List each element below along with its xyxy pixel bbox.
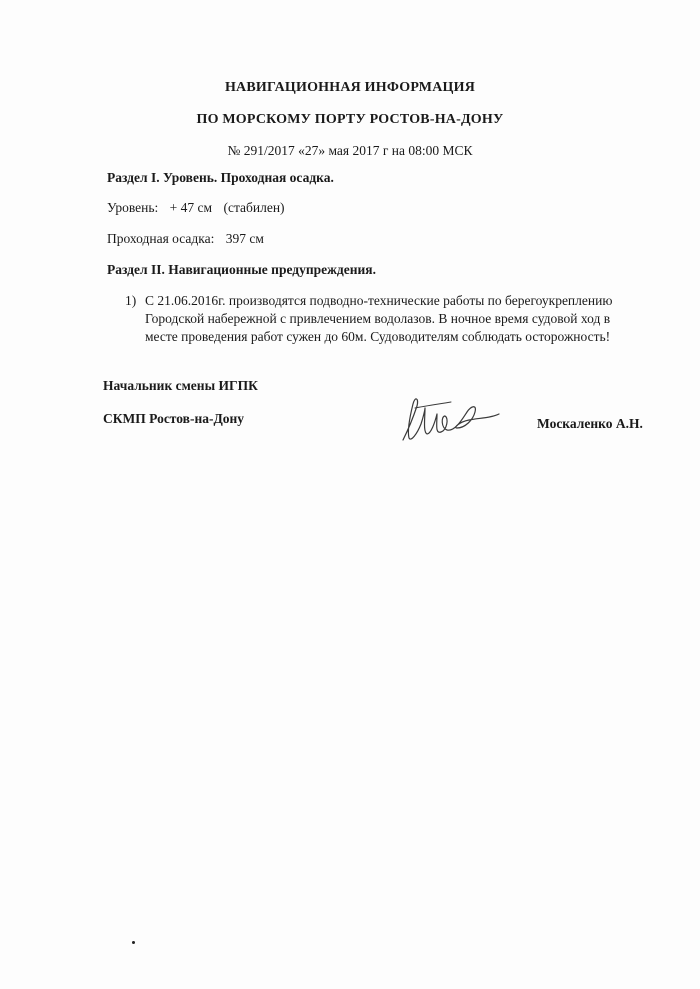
scan-speck [132,941,135,944]
water-level-line [107,200,285,216]
draft-line [107,231,264,247]
handwritten-signature [395,388,505,448]
signer-position-line2: СКМП Ростов-на-Дону [103,411,245,426]
water-level-status: (стабилен) [223,200,285,215]
warning-item-number: 1) [125,293,137,308]
document-number: № 291/2017 «27» мая 2017 г на 08:00 МСК [227,143,473,158]
document-title-line1: НАВИГАЦИОННАЯ ИНФОРМАЦИЯ [224,80,476,95]
draft-value: 397 см [225,231,264,246]
water-level-label: Уровень: [107,200,159,215]
water-level-value: + 47 см [169,200,213,215]
section1-heading: Раздел I. Уровень. Проходная осадка. [107,170,334,185]
warning-item-text: С 21.06.2016г. производятся подводно-технические работы по берегоукреплению Городской набережной с привлечением водолазов. В ночное время судовой ход в месте проведения работ сужен до 60м. Судоводителям соблюдать осторожность! [145,293,613,344]
section2-heading: Раздел II. Навигационные предупреждения. [107,262,376,277]
draft-label: Проходная осадка: [107,231,215,246]
document-title-line2: ПО МОРСКОМУ ПОРТУ РОСТОВ-НА-ДОНУ [196,112,504,127]
signer-name: Москаленко А.Н. [537,416,643,431]
signer-position-line1: Начальник смены ИГПК [103,378,258,393]
warning-item [125,292,645,346]
